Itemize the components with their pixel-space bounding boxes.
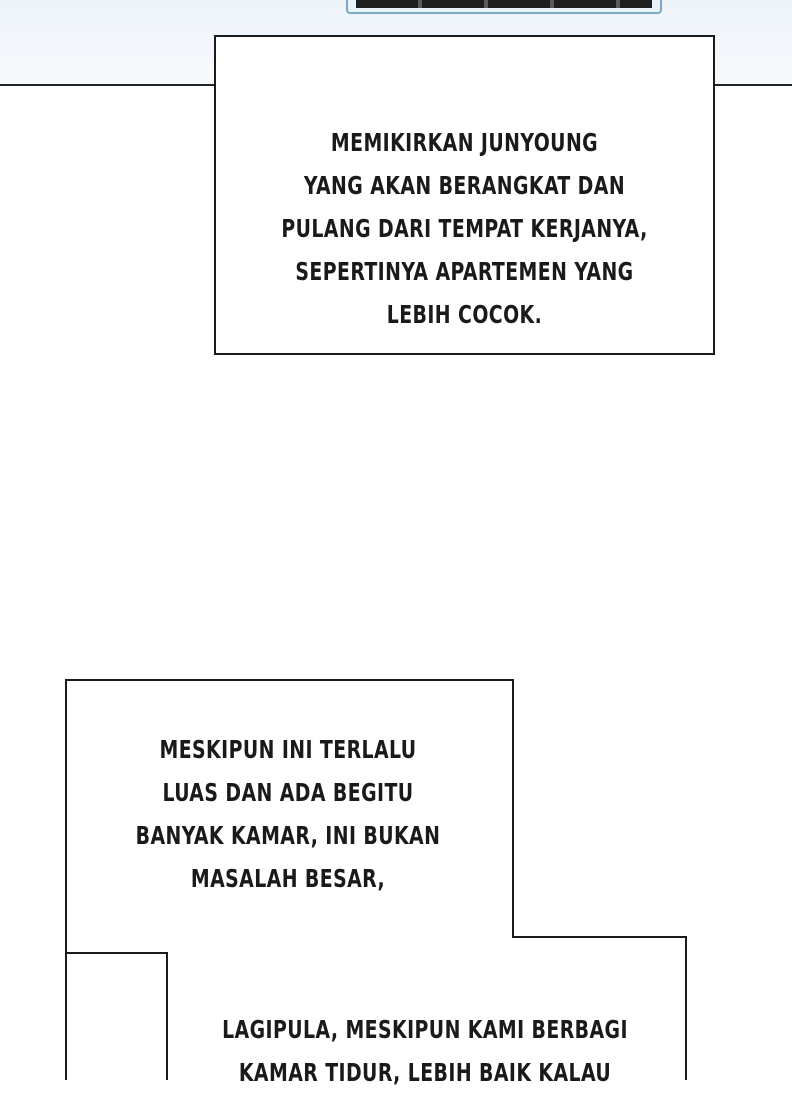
caption-box-2 <box>68 728 508 900</box>
caption-text-3 <box>211 1008 639 1094</box>
caption-line: SEPERTINYA APARTEMEN YANG <box>295 257 634 286</box>
caption-line: BANYAK KAMAR, INI BUKAN <box>135 821 441 850</box>
caption-line: PULANG DARI TEMPAT KERJANYA, <box>281 214 648 243</box>
caption-line: KAMAR TIDUR, LEBIH BAIK KALAU <box>238 1058 612 1087</box>
caption-line: MESKIPUN INI TERLALU <box>159 735 417 764</box>
caption-line: LUAS DAN ADA BEGITU <box>162 778 414 807</box>
caption-text-2 <box>103 728 473 900</box>
caption-line: MASALAH BESAR, <box>190 864 386 893</box>
caption-line: MEMIKIRKAN JUNYOUNG <box>330 128 599 157</box>
caption-line: LEBIH COCOK. <box>386 300 543 329</box>
caption-line: YANG AKAN BERANGKAT DAN <box>303 171 626 200</box>
caption-line: LAGIPULA, MESKIPUN KAMI BERBAGI <box>222 1015 628 1044</box>
caption-box-3 <box>170 1008 680 1094</box>
